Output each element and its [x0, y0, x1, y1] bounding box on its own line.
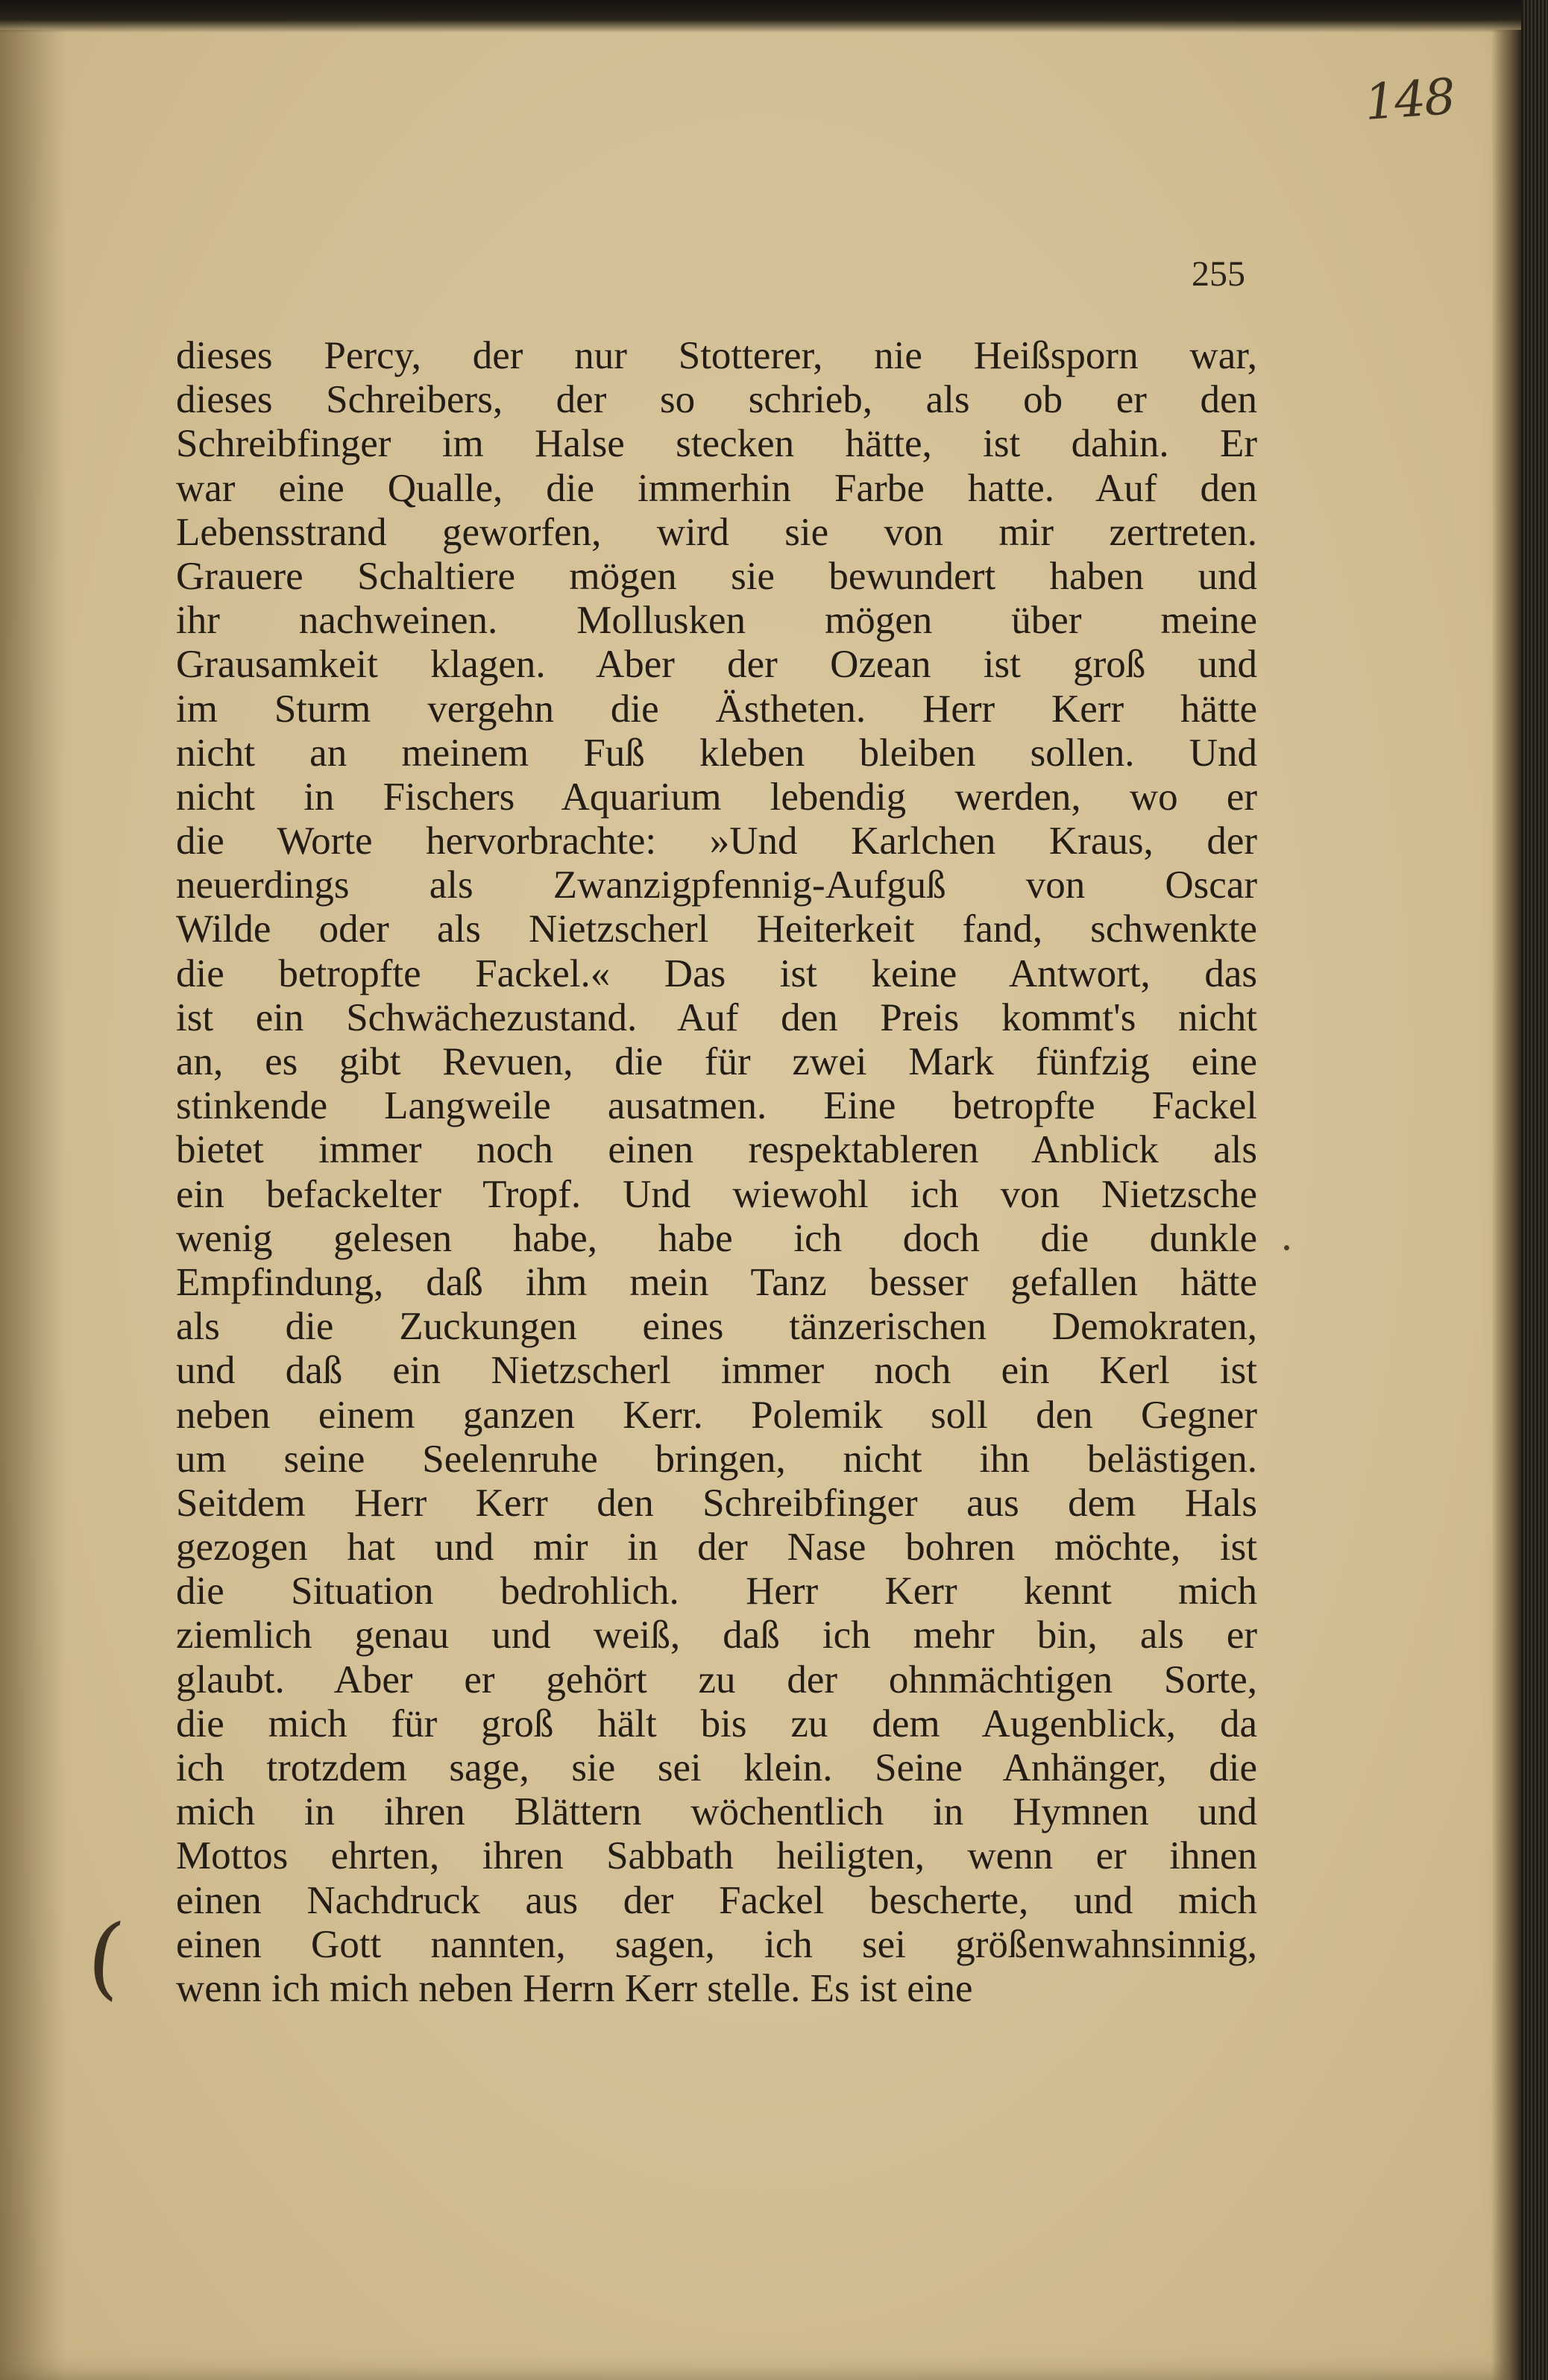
text-line: nicht an meinem Fuß kleben bleiben sollen. Und — [176, 731, 1257, 775]
text-line: nicht in Fischers Aquarium lebendig werden, wo er — [176, 775, 1257, 819]
text-line: die mich für groß hält bis zu dem Augenblick, da — [176, 1701, 1257, 1745]
text-line: als die Zuckungen eines tänzerischen Demokraten, — [176, 1305, 1257, 1349]
text-line: ihr nachweinen. Mollusken mögen über meine — [176, 599, 1257, 643]
body-text — [176, 334, 1257, 2011]
page-stack-edge — [1521, 0, 1548, 2380]
text-line: war eine Qualle, die immerhin Farbe hatte. Auf den — [176, 466, 1257, 510]
text-line: Seitdem Herr Kerr den Schreibfinger aus dem Hals — [176, 1481, 1257, 1525]
text-line: Mottos ehrten, ihren Sabbath heiligten, wenn er ihnen — [176, 1834, 1257, 1878]
text-line: Empfindung, daß ihm mein Tanz besser gefallen hätte — [176, 1260, 1257, 1304]
text-line: dieses Schreibers, der so schrieb, als ob er den — [176, 378, 1257, 422]
text-line: neuerdings als Zwanzigpfennig-Aufguß von Oscar — [176, 863, 1257, 907]
text-line: glaubt. Aber er gehört zu der ohnmächtigen Sorte, — [176, 1658, 1257, 1701]
text-line: Grausamkeit klagen. Aber der Ozean ist groß und — [176, 643, 1257, 687]
page-top-edge — [0, 0, 1521, 33]
text-line: ein befackelter Tropf. Und wiewohl ich von Nietzsche — [176, 1172, 1257, 1216]
margin-pencil-bracket: ( — [82, 1903, 128, 2011]
text-line: bietet immer noch einen respektableren Anblick als — [176, 1128, 1257, 1172]
text-line: wenn ich mich neben Herrn Kerr stelle. Es ist eine — [176, 1966, 973, 2010]
text-line: und daß ein Nietzscherl immer noch ein Kerl ist — [176, 1349, 1257, 1393]
text-line: ist ein Schwächezustand. Auf den Preis kommt's nicht — [176, 995, 1257, 1039]
text-line: gezogen hat und mir in der Nase bohren möchte, ist — [176, 1526, 1257, 1570]
text-line: die Worte hervorbrachte: »Und Karlchen Kraus, der — [176, 819, 1257, 863]
text-line: an, es gibt Revuen, die für zwei Mark fünfzig eine — [176, 1040, 1257, 1083]
text-line: Lebensstrand geworfen, wird sie von mir zertreten. — [176, 510, 1257, 554]
text-line: im Sturm vergehn die Ästheten. Herr Kerr hätte — [176, 687, 1257, 731]
text-line: Schreibfinger im Halse stecken hätte, ist dahin. Er — [176, 422, 1257, 466]
text-line: Grauere Schaltiere mögen sie bewundert haben und — [176, 554, 1257, 598]
text-line: mich in ihren Blättern wöchentlich in Hymnen und — [176, 1790, 1257, 1834]
page-right-edge — [1491, 30, 1521, 2380]
gutter-shadow — [0, 30, 67, 2380]
text-line: um seine Seelenruhe bringen, nicht ihn belästigen. — [176, 1437, 1257, 1481]
handwritten-folio-number: 148 — [1362, 67, 1456, 132]
text-line: dieses Percy, der nur Stotterer, nie Heißsporn war, — [176, 334, 1257, 377]
text-line: einen Nachdruck aus der Fackel bescherte, und mich — [176, 1878, 1257, 1922]
text-line: neben einem ganzen Kerr. Polemik soll den Gegner — [176, 1393, 1257, 1437]
text-line: die betropfte Fackel.« Das ist keine Antwort, das — [176, 951, 1257, 995]
text-line: Wilde oder als Nietzscherl Heiterkeit fand, schwenkte — [176, 907, 1257, 951]
margin-dot — [1284, 1245, 1289, 1250]
text-line: wenig gelesen habe, habe ich doch die dunkle — [176, 1216, 1257, 1260]
page-number: 255 — [1192, 254, 1245, 294]
text-line: einen Gott nannten, sagen, ich sei größenwahnsinnig, — [176, 1922, 1257, 1966]
text-line: die Situation bedrohlich. Herr Kerr kennt mich — [176, 1570, 1257, 1614]
text-line: stinkende Langweile ausatmen. Eine betropfte Fackel — [176, 1084, 1257, 1128]
text-line: ziemlich genau und weiß, daß ich mehr bin, als er — [176, 1614, 1257, 1658]
text-line: ich trotzdem sage, sie sei klein. Seine Anhänger, die — [176, 1746, 1257, 1789]
